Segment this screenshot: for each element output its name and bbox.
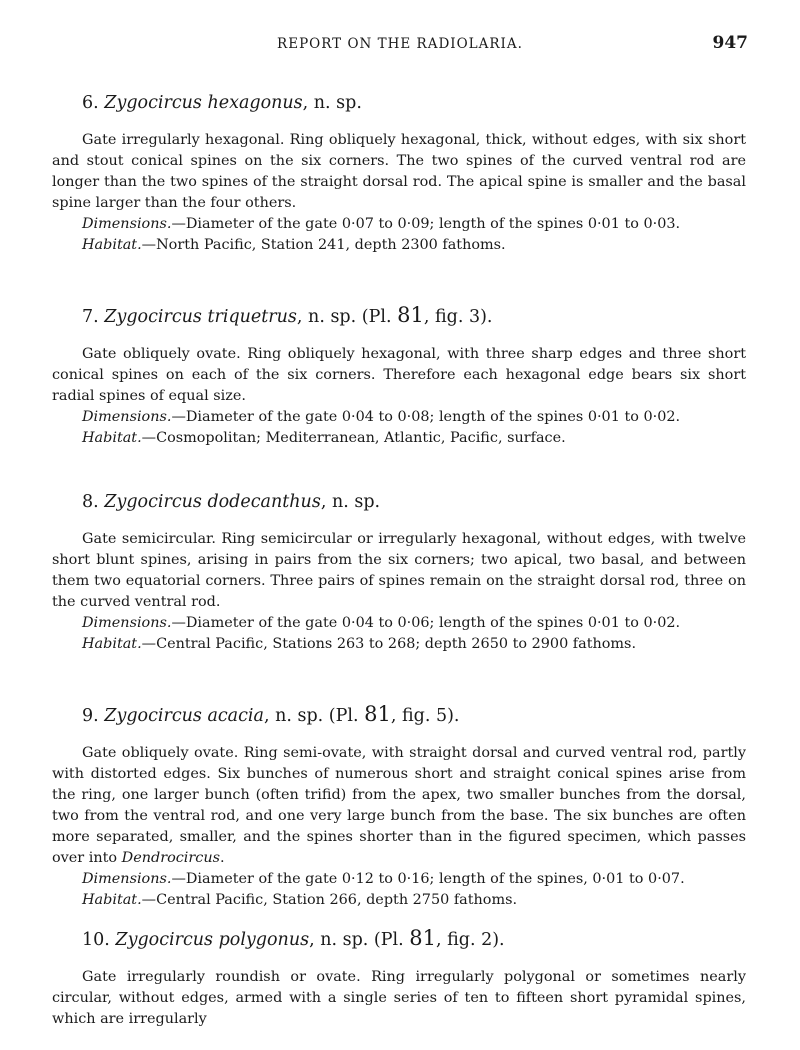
entry-habitat <box>52 428 746 449</box>
habitat-label: Habitat. <box>82 636 142 652</box>
plate-number: 81 <box>397 303 424 327</box>
entry-title <box>82 492 746 512</box>
entry-description <box>52 743 746 869</box>
entry-habitat <box>52 235 746 256</box>
dimensions-text: —Diameter of the gate 0·04 to 0·06; length of the spines 0·01 to 0·02. <box>171 615 681 631</box>
dimensions-label: Dimensions. <box>82 615 172 631</box>
species-entry-6 <box>52 93 746 256</box>
figure-reference: , fig. 2). <box>435 930 505 950</box>
figure-reference: , fig. 3). <box>423 307 493 327</box>
plate-number: 81 <box>364 702 391 726</box>
dimensions-label: Dimensions. <box>82 871 172 887</box>
entry-title <box>82 93 746 113</box>
running-title: REPORT ON THE RADIOLARIA. <box>277 36 523 52</box>
species-entry-10 <box>52 926 746 1030</box>
species-entry-7 <box>52 303 746 449</box>
species-entry-9 <box>52 702 746 911</box>
entry-description: Gate obliquely ovate. Ring obliquely hexagonal, with three sharp edges and three short conical spines on each of the six corners. Therefore each hexagonal edge bears six short radial spines of equal size. <box>52 346 746 404</box>
dimensions-label: Dimensions. <box>82 409 172 425</box>
species-name: Zygocircus acacia <box>104 706 264 726</box>
habitat-text: —North Pacific, Station 241, depth 2300 fathoms. <box>141 237 506 253</box>
habitat-text: —Cosmopolitan; Mediterranean, Atlantic, Pacific, surface. <box>141 430 566 446</box>
species-entry-8 <box>52 492 746 655</box>
habitat-label: Habitat. <box>82 430 142 446</box>
species-name: Zygocircus dodecanthus <box>104 492 321 512</box>
entry-title <box>82 303 746 327</box>
entry-description: Gate irregularly roundish or ovate. Ring irregularly polygonal or sometimes nearly circular, without edges, armed with a single series of ten to fifteen short pyramidal spines, which are irregularly <box>52 969 746 1027</box>
entry-number: 9. <box>82 706 99 726</box>
habitat-label: Habitat. <box>82 237 142 253</box>
description-text: Gate obliquely ovate. Ring semi-ovate, with straight dorsal and curved ventral rod, partly with distorted edges. Six bunches of numerous short and straight conical spines arise from the ring, one larger bunch (often trifid) from the apex, two smaller bunches from the dorsal, two from the ventral rod, and one very large bunch from the base. The six bunches are often more separated, smaller, and the spines shorter than in the figured specimen, which passes over into <box>52 745 746 866</box>
dimensions-text: —Diameter of the gate 0·04 to 0·08; length of the spines 0·01 to 0·02. <box>171 409 681 425</box>
entry-dimensions <box>52 407 746 428</box>
page-header <box>0 33 800 60</box>
dimensions-text: —Diameter of the gate 0·12 to 0·16; length of the spines, 0·01 to 0·07. <box>171 871 685 887</box>
dimensions-label: Dimensions. <box>82 216 172 232</box>
habitat-text: —Central Pacific, Station 266, depth 2750 fathoms. <box>141 892 518 908</box>
entry-description: Gate semicircular. Ring semicircular or irregularly hexagonal, without edges, with twelve short blunt spines, arising in pairs from the six corners; two apical, two basal, and between them two equatorial corners. Three pairs of spines remain on the straight dorsal rod, three on the curved ventral rod. <box>52 531 746 610</box>
entry-number: 8. <box>82 492 99 512</box>
entry-habitat <box>52 634 746 655</box>
entry-suffix: , n. sp. (Pl. <box>309 930 410 950</box>
entry-number: 6. <box>82 93 99 113</box>
entry-number: 10. <box>82 930 110 950</box>
entry-suffix: , n. sp. (Pl. <box>263 706 365 726</box>
species-name: Zygocircus polygonus <box>115 930 310 950</box>
habitat-text: —Central Pacific, Stations 263 to 268; depth 2650 to 2900 fathoms. <box>141 636 637 652</box>
entry-habitat <box>52 890 746 911</box>
species-name: Zygocircus triquetrus <box>104 307 297 327</box>
entry-title <box>82 702 746 726</box>
entry-title <box>82 926 746 950</box>
habitat-label: Habitat. <box>82 892 142 908</box>
plate-number: 81 <box>409 926 436 950</box>
entry-number: 7. <box>82 307 99 327</box>
entry-description: Gate irregularly hexagonal. Ring obliquely hexagonal, thick, without edges, with six short and stout conical spines on the six corners. The two spines of the curved ventral rod are longer than the two spines of the straight dorsal rod. The apical spine is smaller and the basal spine larger than the four others. <box>52 132 746 211</box>
entry-dimensions <box>52 869 746 890</box>
entry-suffix: , n. sp. <box>320 492 381 512</box>
page-number: 947 <box>712 33 748 53</box>
entry-suffix: , n. sp. (Pl. <box>296 307 398 327</box>
genus-name: Dendrocircus <box>121 850 220 866</box>
entry-suffix: , n. sp. <box>302 93 362 113</box>
entry-dimensions <box>52 214 746 235</box>
entry-dimensions <box>52 613 746 634</box>
species-name: Zygocircus hexagonus <box>104 93 303 113</box>
description-end: . <box>220 850 225 866</box>
dimensions-text: —Diameter of the gate 0·07 to 0·09; length of the spines 0·01 to 0·03. <box>171 216 681 232</box>
figure-reference: , fig. 5). <box>390 706 460 726</box>
